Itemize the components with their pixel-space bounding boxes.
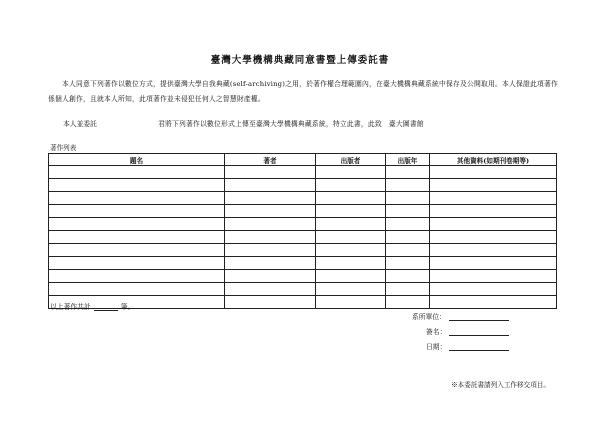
table-body xyxy=(49,166,557,309)
table-cell xyxy=(225,179,316,192)
table-cell xyxy=(316,218,386,231)
table-cell xyxy=(49,231,225,244)
column-header-author: 著者 xyxy=(225,154,316,166)
table-cell xyxy=(225,270,316,283)
table-cell xyxy=(386,218,430,231)
table-cell xyxy=(225,257,316,270)
table-cell xyxy=(430,218,557,231)
table-cell xyxy=(49,166,225,179)
table-cell xyxy=(316,179,386,192)
table-cell xyxy=(316,192,386,205)
table-cell xyxy=(430,179,557,192)
footer-note: ※本委託書請列入工作移交項目。 xyxy=(451,381,550,389)
table-cell xyxy=(316,205,386,218)
department-field xyxy=(412,311,509,321)
total-count-blank xyxy=(94,303,118,311)
table-cell xyxy=(49,270,225,283)
table-cell xyxy=(430,192,557,205)
date-field xyxy=(426,341,509,351)
department-line xyxy=(449,313,509,321)
table-cell xyxy=(430,296,557,309)
date-line xyxy=(449,343,509,351)
table-cell xyxy=(316,296,386,309)
table-cell xyxy=(386,244,430,257)
table-row xyxy=(49,283,557,296)
table-cell xyxy=(386,283,430,296)
date-label: 日期： xyxy=(426,343,447,351)
document-title: 臺灣大學機構典藏同意書暨上傳委託書 xyxy=(210,55,390,66)
table-cell xyxy=(49,283,225,296)
table-cell xyxy=(225,166,316,179)
table-cell xyxy=(225,231,316,244)
table-cell xyxy=(430,231,557,244)
table-cell xyxy=(386,270,430,283)
table-row xyxy=(49,205,557,218)
table-cell xyxy=(386,231,430,244)
table-cell xyxy=(386,166,430,179)
table-header-row xyxy=(49,154,557,166)
table-cell xyxy=(225,283,316,296)
column-header-other-info: 其他資料(如期刊卷期等) xyxy=(430,154,557,166)
table-cell xyxy=(316,231,386,244)
department-label: 系所單位： xyxy=(412,313,446,321)
table-cell xyxy=(316,257,386,270)
table-cell xyxy=(316,166,386,179)
consent-paragraph: 本人同意下列著作以數位方式，提供臺灣大學自我典藏(self-archiving)之用，於著作權合理範圍內，在臺大機構典藏系統中保存及公開取用。本人保證此項著作係個人創作，且就本人所知，此項著作並未侵犯任何人之智慧財產權。 xyxy=(48,80,558,103)
table-cell xyxy=(430,205,557,218)
table-cell xyxy=(49,218,225,231)
table-cell xyxy=(49,179,225,192)
works-table xyxy=(48,153,557,309)
table-cell xyxy=(49,192,225,205)
table-cell xyxy=(386,179,430,192)
total-prefix: 以上著作共計 xyxy=(50,303,91,311)
table-cell xyxy=(386,296,430,309)
signature-field xyxy=(426,326,509,336)
column-header-year: 出版年 xyxy=(386,154,430,166)
works-list-label: 著作列表 xyxy=(50,144,77,152)
table-row xyxy=(49,244,557,257)
table-cell xyxy=(49,244,225,257)
table-row xyxy=(49,270,557,283)
table-row xyxy=(49,231,557,244)
table-cell xyxy=(430,270,557,283)
table-cell xyxy=(225,192,316,205)
total-count-line xyxy=(50,301,134,311)
table-cell xyxy=(49,257,225,270)
entrust-text: 君將下列著作以數位形式上傳至臺灣大學機構典藏系統，特立此書，此致 臺大圖書館 xyxy=(158,120,424,128)
table-cell xyxy=(430,283,557,296)
table-cell xyxy=(316,244,386,257)
table-row xyxy=(49,192,557,205)
table-cell xyxy=(225,296,316,309)
table-row xyxy=(49,166,557,179)
column-header-title: 題名 xyxy=(49,154,225,166)
signature-label: 簽名： xyxy=(426,328,447,336)
table-cell xyxy=(49,205,225,218)
table-cell xyxy=(386,257,430,270)
table-row xyxy=(49,179,557,192)
column-header-publisher: 出版者 xyxy=(316,154,386,166)
table-cell xyxy=(386,192,430,205)
table-row xyxy=(49,257,557,270)
table-cell xyxy=(225,205,316,218)
table-cell xyxy=(316,283,386,296)
table-cell xyxy=(386,205,430,218)
table-row xyxy=(49,218,557,231)
table-cell xyxy=(430,166,557,179)
total-suffix: 筆。 xyxy=(120,303,135,311)
table-cell xyxy=(430,257,557,270)
entrust-label: 本人並委託 xyxy=(63,120,97,128)
table-cell xyxy=(430,244,557,257)
table-cell xyxy=(225,218,316,231)
table-cell xyxy=(316,270,386,283)
signature-line xyxy=(449,328,509,336)
table-cell xyxy=(225,244,316,257)
